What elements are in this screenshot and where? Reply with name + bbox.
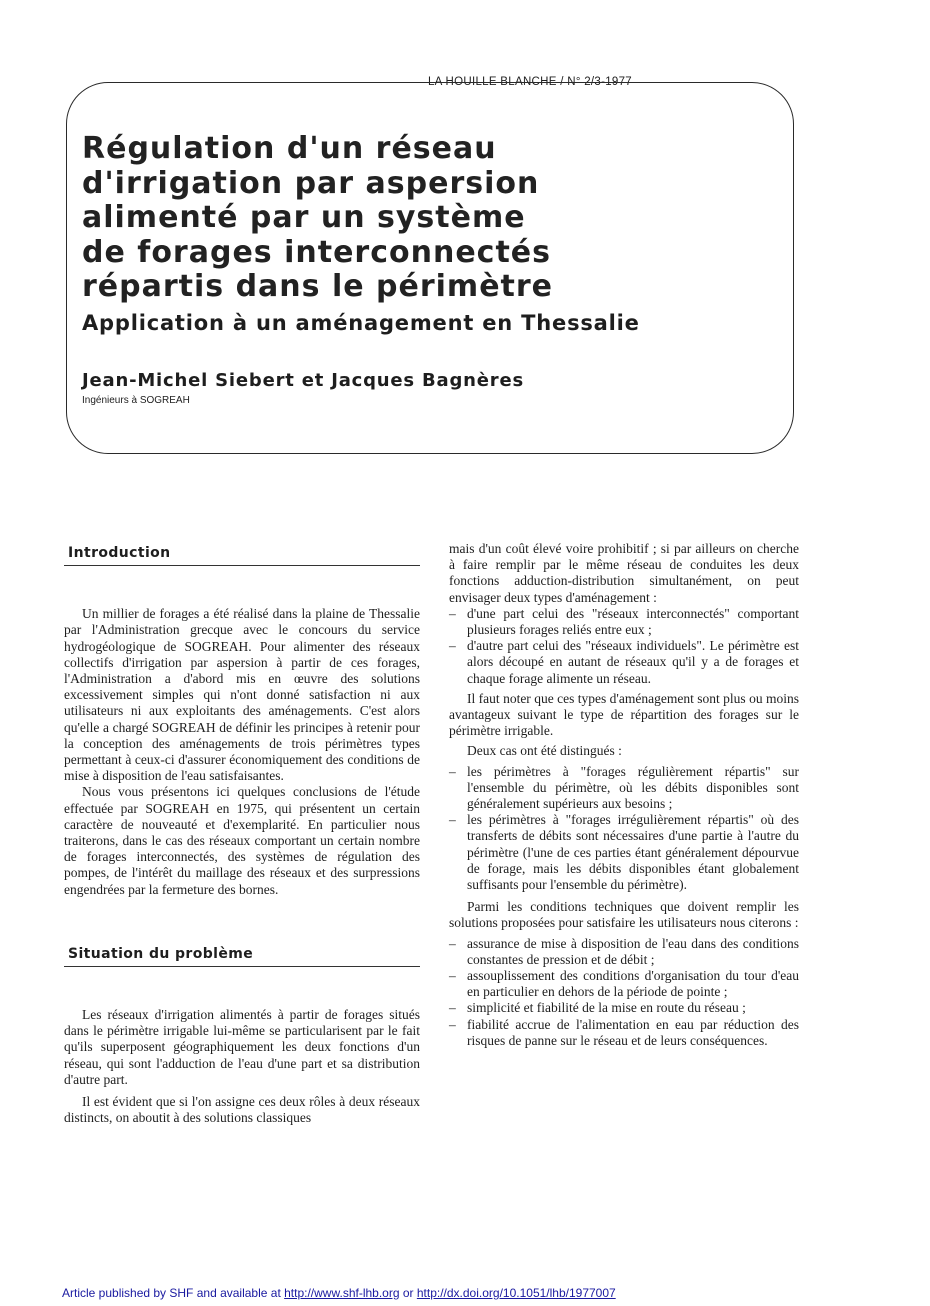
list-item: – d'autre part celui des "réseaux individuels". Le périmètre est alors découpé en autant de réseaux qu'il y a de forages et chaque forage alimente un réseau. bbox=[449, 638, 799, 686]
right-column bbox=[449, 541, 799, 1049]
title-line: répartis dans le périmètre bbox=[82, 269, 554, 304]
dash-marker: – bbox=[449, 812, 456, 828]
dash-marker: – bbox=[449, 968, 456, 984]
journal-name: LA HOUILLE BLANCHE / N° 2/3-1977 bbox=[424, 76, 636, 88]
left-column bbox=[64, 541, 420, 1126]
paragraph: Deux cas ont été distingués : bbox=[467, 743, 622, 759]
dash-marker: – bbox=[449, 1016, 456, 1032]
paragraph: Il faut noter que ces types d'aménagement sont plus ou moins avantageux suivant le type de répartition des forages sur le périmètre irrigable. bbox=[449, 690, 799, 739]
shf-link[interactable]: http://www.shf-lhb.org bbox=[284, 1286, 400, 1300]
paragraph: mais d'un coût élevé voire prohibitif ; si par ailleurs on cherche à faire remplir par le même réseau de conduites les deux fonctions adduction-distribution simultanément, on peut envisager deux types d'aménagement : bbox=[449, 541, 799, 605]
title-block bbox=[82, 132, 792, 337]
paragraph: Parmi les conditions techniques que doivent remplir les solutions proposées pour satisfaire les utilisateurs nous citerons : bbox=[449, 899, 799, 931]
paragraph: Nous vous présentons ici quelques conclusions de l'étude effectuée par SOGREAH en 1975, qui présentent un certain caractère de nouveauté et d'exemplarité. En particulier nous traiterons, dans le cas des réseaux comportant un certain nombre de forages interconnectés, des systèmes de régulation des pompes, de l'intérêt du maillage des réseaux et des surpressions engendrées par la fermeture des bornes. bbox=[64, 784, 420, 897]
dash-marker: – bbox=[449, 605, 456, 621]
dash-marker: – bbox=[449, 763, 456, 779]
title-line: Régulation d'un réseau bbox=[82, 131, 497, 166]
doi-link[interactable]: http://dx.doi.org/10.1051/lhb/1977007 bbox=[416, 1286, 616, 1300]
list-item: – les périmètres à "forages irrégulièrement répartis" où des transferts de débits sont nécessaires d'une partie à l'autre du périmètre (l'une de ces parties étant généralement dépourvue de forage, mais les débits disponibles étant globalement suffisants pour l'ensemble du périmètre). bbox=[449, 812, 799, 893]
cases-list bbox=[449, 764, 799, 894]
title-line: de forages interconnectés bbox=[82, 234, 551, 270]
list-item: – simplicité et fiabilité de la mise en route du réseau ; bbox=[449, 1000, 746, 1016]
subtitle: Application à un aménagement en Thessalie bbox=[82, 310, 640, 335]
types-list bbox=[449, 606, 799, 687]
list-item: – les périmètres à "forages régulièrement répartis" sur l'ensemble du périmètre, où les débits disponibles sont généralement supérieurs aux besoins ; bbox=[449, 763, 799, 812]
paragraph: Les réseaux d'irrigation alimentés à partir de forages situés dans le périmètre irrigable lui-même se particularisent par le fait qu'ils superposent géographiquement les deux fonctions d'un réseau, qui sont l'adduction de l'eau d'une part et sa distribution d'autre part. bbox=[64, 1007, 420, 1087]
affiliation: Ingénieurs à SOGREAH bbox=[82, 395, 190, 406]
list-item: – d'une part celui des "réseaux interconnectés" comportant plusieurs forages reliés entre eux ; bbox=[449, 605, 799, 638]
title-line: alimenté par un système bbox=[82, 200, 526, 235]
footer bbox=[62, 1286, 616, 1300]
title-line: d'irrigation par aspersion bbox=[82, 165, 540, 201]
footer-text: or bbox=[399, 1286, 417, 1300]
list-item: – fiabilité accrue de l'alimentation en eau par réduction des risques de panne sur le réseau et de leurs conséquences. bbox=[449, 1016, 799, 1048]
section-heading-situation: Situation du problème bbox=[64, 942, 420, 967]
authors: Jean-Michel Siebert et Jacques Bagnères bbox=[82, 370, 524, 391]
section-heading-introduction: Introduction bbox=[64, 541, 420, 566]
list-item: – assurance de mise à disposition de l'eau dans des conditions constantes de pression et de débit ; bbox=[449, 935, 799, 967]
dash-marker: – bbox=[449, 935, 456, 951]
footer-text: Article published by SHF and available at bbox=[62, 1286, 285, 1300]
dash-marker: – bbox=[449, 1000, 456, 1016]
dash-marker: – bbox=[449, 638, 456, 654]
paragraph: Il est évident que si l'on assigne ces deux rôles à deux réseaux distincts, on aboutit à des solutions classiques bbox=[64, 1094, 420, 1126]
conditions-list bbox=[449, 936, 799, 1049]
paragraph: Un millier de forages a été réalisé dans la plaine de Thessalie par l'Administration grecque avec le concours du service hydrogéologique de SOGREAH. Pour alimenter des réseaux collectifs d'irrigation par aspersion à partir de ces forages, l'Administration a d'abord mis en œuvre des solutions excessivement simples qui n'ont donné satisfaction ni aux utilisateurs ni aux exploitants des aménagements. C'est alors qu'elle a chargé SOGREAH de définir les principes à retenir pour la conception des aménagements de trois périmètres types permettant à ceux-ci d'assurer économiquement des conditions de mise à disposition de l'eau satisfaisantes. bbox=[64, 606, 420, 784]
list-item: – assouplissement des conditions d'organisation du tour d'eau en particulier en dehors de la période de pointe ; bbox=[449, 968, 799, 1000]
